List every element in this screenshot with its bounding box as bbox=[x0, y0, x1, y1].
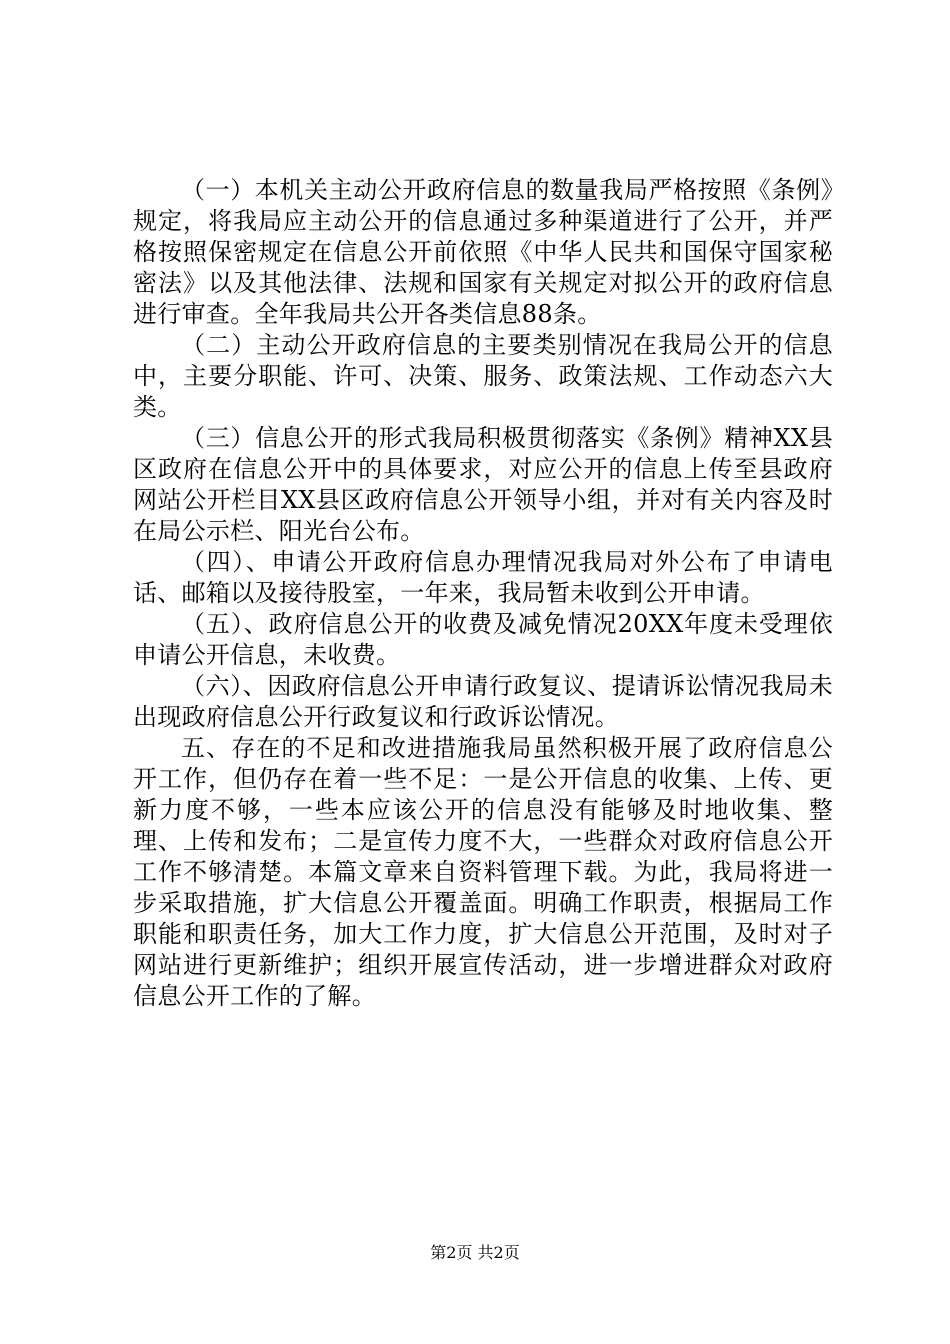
paragraph-section-2: （二）主动公开政府信息的主要类别情况在我局公开的信息中，主要分职能、许可、决策、服务、政策法规、工作动态六大类。 bbox=[133, 331, 833, 421]
paragraph-section-6: （六）、因政府信息公开申请行政复议、提请诉讼情况我局未出现政府信息公开行政复议和行政诉讼情况。 bbox=[133, 672, 833, 731]
paragraph-section-1: （一）本机关主动公开政府信息的数量我局严格按照《条例》规定，将我局应主动公开的信息通过多种渠道进行了公开，并严格按照保密规定在信息公开前依照《中华人民共和国保守国家秘密法》以及其他法律、法规和国家有关规定对拟公开的政府信息进行审查。全年我局共公开各类信息88条。 bbox=[133, 176, 833, 328]
paragraph-section-3: （三）信息公开的形式我局积极贯彻落实《条例》精神XX县区政府在信息公开中的具体要求，对应公开的信息上传至县政府网站公开栏目XX县区政府信息公开领导小组，并对有关内容及时在局公示栏、阳光台公布。 bbox=[133, 424, 833, 545]
page-number-footer: 第2页 共2页 bbox=[430, 1243, 520, 1262]
paragraph-section-5: （五）、政府信息公开的收费及减免情况20XX年度未受理依申请公开信息，未收费。 bbox=[133, 610, 833, 669]
paragraph-deficiencies: 五、存在的不足和改进措施我局虽然积极开展了政府信息公开工作，但仍存在着一些不足：一是公开信息的收集、上传、更新力度不够，一些本应该公开的信息没有能够及时地收集、整理、上传和发布；二是宣传力度不大，一些群众对政府信息公开工作不够清楚。本篇文章来自资料管理下载。为此，我局将进一步采取措施，扩大信息公开覆盖面。明确工作职责，根据局工作职能和职责任务，加大工作力度，扩大信息公开范围，及时对子网站进行更新维护；组织开展宣传活动，进一步增进群众对政府信息公开工作的了解。 bbox=[133, 734, 833, 1010]
paragraph-section-4: （四）、申请公开政府信息办理情况我局对外公布了申请电话、邮箱以及接待股室，一年来，我局暂未收到公开申请。 bbox=[133, 548, 833, 607]
document-body bbox=[133, 175, 833, 1012]
